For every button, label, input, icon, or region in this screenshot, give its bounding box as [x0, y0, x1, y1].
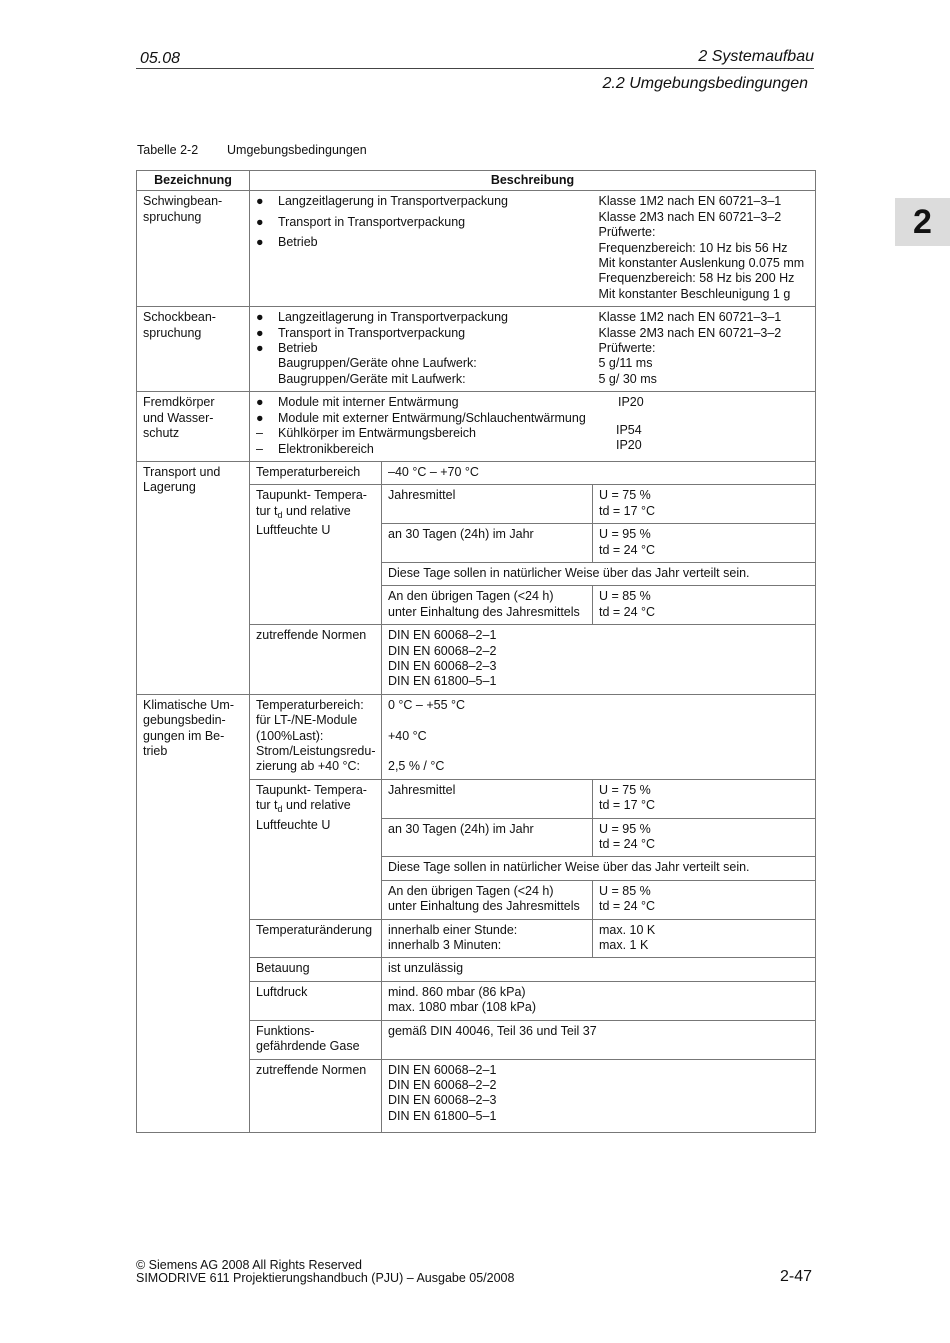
list-item: ● Betrieb [256, 341, 318, 356]
transport-taupunkt-label: Taupunkt- Tempera- tur $t_d$ und relative Luftfeuchte U [250, 485, 382, 625]
klima-normen-label: zutreffende Normen [250, 1059, 382, 1133]
bullet-icon: ● [256, 395, 264, 410]
bullet-icon: ● [256, 235, 264, 250]
ip-values: IP54 IP20 [616, 423, 642, 453]
row-label-fremd: Fremdkörper und Wasser- schutz [137, 392, 250, 462]
list-item: ● Langzeitlagerung in Transportverpackung [256, 194, 509, 209]
row-label-schock: Schockbean- spruchung [137, 307, 250, 392]
transport-temp-value: –40 °C – +70 °C [382, 461, 816, 484]
chapter-tab-marker[interactable]: 2 [895, 198, 950, 246]
table-row [137, 694, 816, 779]
klima-uebrig: An den übrigen Tagen (<24 h) unter Einhaltung des Jahresmittels [382, 880, 593, 919]
footer-copyright: © Siemens AG 2008 All Rights Reserved [136, 1258, 362, 1272]
row-label-klima: Klimatische Um- gebungsbedin- gungen im Be- trieb [137, 694, 250, 1132]
list-item: ● Module mit externer Entwärmung/Schlauchentwärmung [256, 410, 586, 425]
klima-normen: DIN EN 60068–2–1 DIN EN 60068–2–2 DIN EN 60068–2–3 DIN EN 61800–5–1 [382, 1059, 816, 1133]
header-chapter: 2 Systemaufbau [698, 48, 814, 65]
fremd-list [250, 392, 816, 462]
schock-list: ● Langzeitlagerung in Transportverpackung ● Transport in Transportverpackung ● Betrieb Baugruppen/Geräte ohne Laufwerk: Baugruppen/Geräte mit Laufwerk: [250, 307, 593, 392]
header-rule [136, 68, 814, 69]
klima-temp-values: 0 °C – +55 °C +40 °C 2,5 % / °C [382, 694, 816, 779]
schock-desc: Klasse 1M2 nach EN 60721–3–1 Klasse 2M3 nach EN 60721–3–2 Prüfwerte: 5 g/11 ms 5 g/ 30 ms [593, 307, 816, 392]
transport-30tage: an 30 Tagen (24h) im Jahr [382, 524, 593, 563]
page-number: 2-47 [779, 1268, 812, 1285]
transport-normen: DIN EN 60068–2–1 DIN EN 60068–2–2 DIN EN 60068–2–3 DIN EN 61800–5–1 [382, 625, 816, 695]
klima-luftdruck-value: mind. 860 mbar (86 kPa) max. 1080 mbar (108 kPa) [382, 981, 816, 1020]
list-item: ● Langzeitlagerung in Transportverpackung [256, 310, 509, 325]
klima-aenderung: innerhalb einer Stunde: innerhalb 3 Minuten: [382, 919, 593, 958]
caption-number: Tabelle 2-2 [137, 143, 199, 157]
table-caption [137, 143, 367, 157]
dash-icon: – [256, 441, 263, 456]
footer-manual: SIMODRIVE 611 Projektierungshandbuch (PJU) – Ausgabe 05/2008 [136, 1271, 515, 1285]
klima-gase-value: gemäß DIN 40046, Teil 36 und Teil 37 [382, 1020, 816, 1059]
klima-temp-label: Temperaturbereich: für LT-/NE-Module (100%Last): Strom/Leistungsredu- zierung ab +40 °C: [250, 694, 382, 779]
klima-uebrig-values: U = 85 % td = 24 °C [593, 880, 816, 919]
transport-verteilt: Diese Tage sollen in natürlicher Weise über das Jahr verteilt sein. [382, 562, 816, 585]
bullet-icon: ● [256, 310, 264, 325]
klima-aenderung-values: max. 10 K max. 1 K [593, 919, 816, 958]
bullet-icon: ● [256, 410, 264, 425]
schwing-list [250, 191, 593, 307]
bullet-icon: ● [256, 325, 264, 340]
table-row [137, 307, 816, 392]
klima-betauung-value: ist unzulässig [382, 958, 816, 981]
bullet-icon: ● [256, 194, 264, 209]
table-row [137, 191, 816, 307]
schwing-desc: Klasse 1M2 nach EN 60721–3–1 Klasse 2M3 nach EN 60721–3–2 Prüfwerte: Frequenzbereich: 10 Hz bis 56 Hz Mit konstanter Auslenkung 0.075 mm Frequenzbereich: 58 Hz bis 200 Hz Mit konstanter Beschleunigung 1 g [593, 191, 816, 307]
row-label-schwing: Schwingbean- spruchung [137, 191, 250, 307]
list-item: – Kühlkörper im Entwärmungsbereich [256, 426, 477, 441]
klima-30tage: an 30 Tagen (24h) im Jahr [382, 818, 593, 857]
header-section: 2.2 Umgebungsbedingungen [602, 75, 808, 92]
klima-jahresmittel-values: U = 75 % td = 17 °C [593, 779, 816, 818]
col-header-bezeichnung: Bezeichnung [137, 171, 250, 191]
table-row [137, 392, 816, 462]
table-row [137, 461, 816, 484]
list-item: ● Transport in Transportverpackung [256, 214, 466, 229]
klima-aenderung-label: Temperaturänderung [250, 919, 382, 958]
transport-jahresmittel: Jahresmittel [382, 485, 593, 524]
transport-jahresmittel-values: U = 75 % td = 17 °C [593, 485, 816, 524]
caption-title: Umgebungsbedingungen [227, 143, 367, 157]
klima-betauung-label: Betauung [250, 958, 382, 981]
bullet-icon: ● [256, 214, 264, 229]
transport-normen-label: zutreffende Normen [250, 625, 382, 695]
transport-temp-label: Temperaturbereich [250, 461, 382, 484]
klima-luftdruck-label: Luftdruck [250, 981, 382, 1020]
bullet-icon: ● [256, 341, 264, 356]
list-item: – Elektronikbereich [256, 441, 374, 456]
klima-verteilt: Diese Tage sollen in natürlicher Weise über das Jahr verteilt sein. [382, 857, 816, 880]
list-item: ● Transport in Transportverpackung [256, 325, 466, 340]
list-item: ● Module mit interner Entwärmung IP20 [256, 395, 644, 410]
transport-30tage-values: U = 95 % td = 24 °C [593, 524, 816, 563]
list-item: ● Betrieb [256, 235, 318, 250]
header-date: 05.08 [140, 50, 181, 67]
transport-uebrig-values: U = 85 % td = 24 °C [593, 586, 816, 625]
klima-taupunkt-label: Taupunkt- Tempera- tur $t_d$ und relative Luftfeuchte U [250, 779, 382, 919]
table-header-row [137, 171, 816, 191]
transport-uebrig: An den übrigen Tagen (<24 h) unter Einhaltung des Jahresmittels [382, 586, 593, 625]
col-header-beschreibung: Beschreibung [250, 171, 816, 191]
row-label-transport: Transport und Lagerung [137, 461, 250, 694]
klima-jahresmittel: Jahresmittel [382, 779, 593, 818]
klima-30tage-values: U = 95 % td = 24 °C [593, 818, 816, 857]
klima-gase-label: Funktions- gefährdende Gase [250, 1020, 382, 1059]
dash-icon: – [256, 426, 263, 441]
environment-table [136, 170, 816, 1133]
